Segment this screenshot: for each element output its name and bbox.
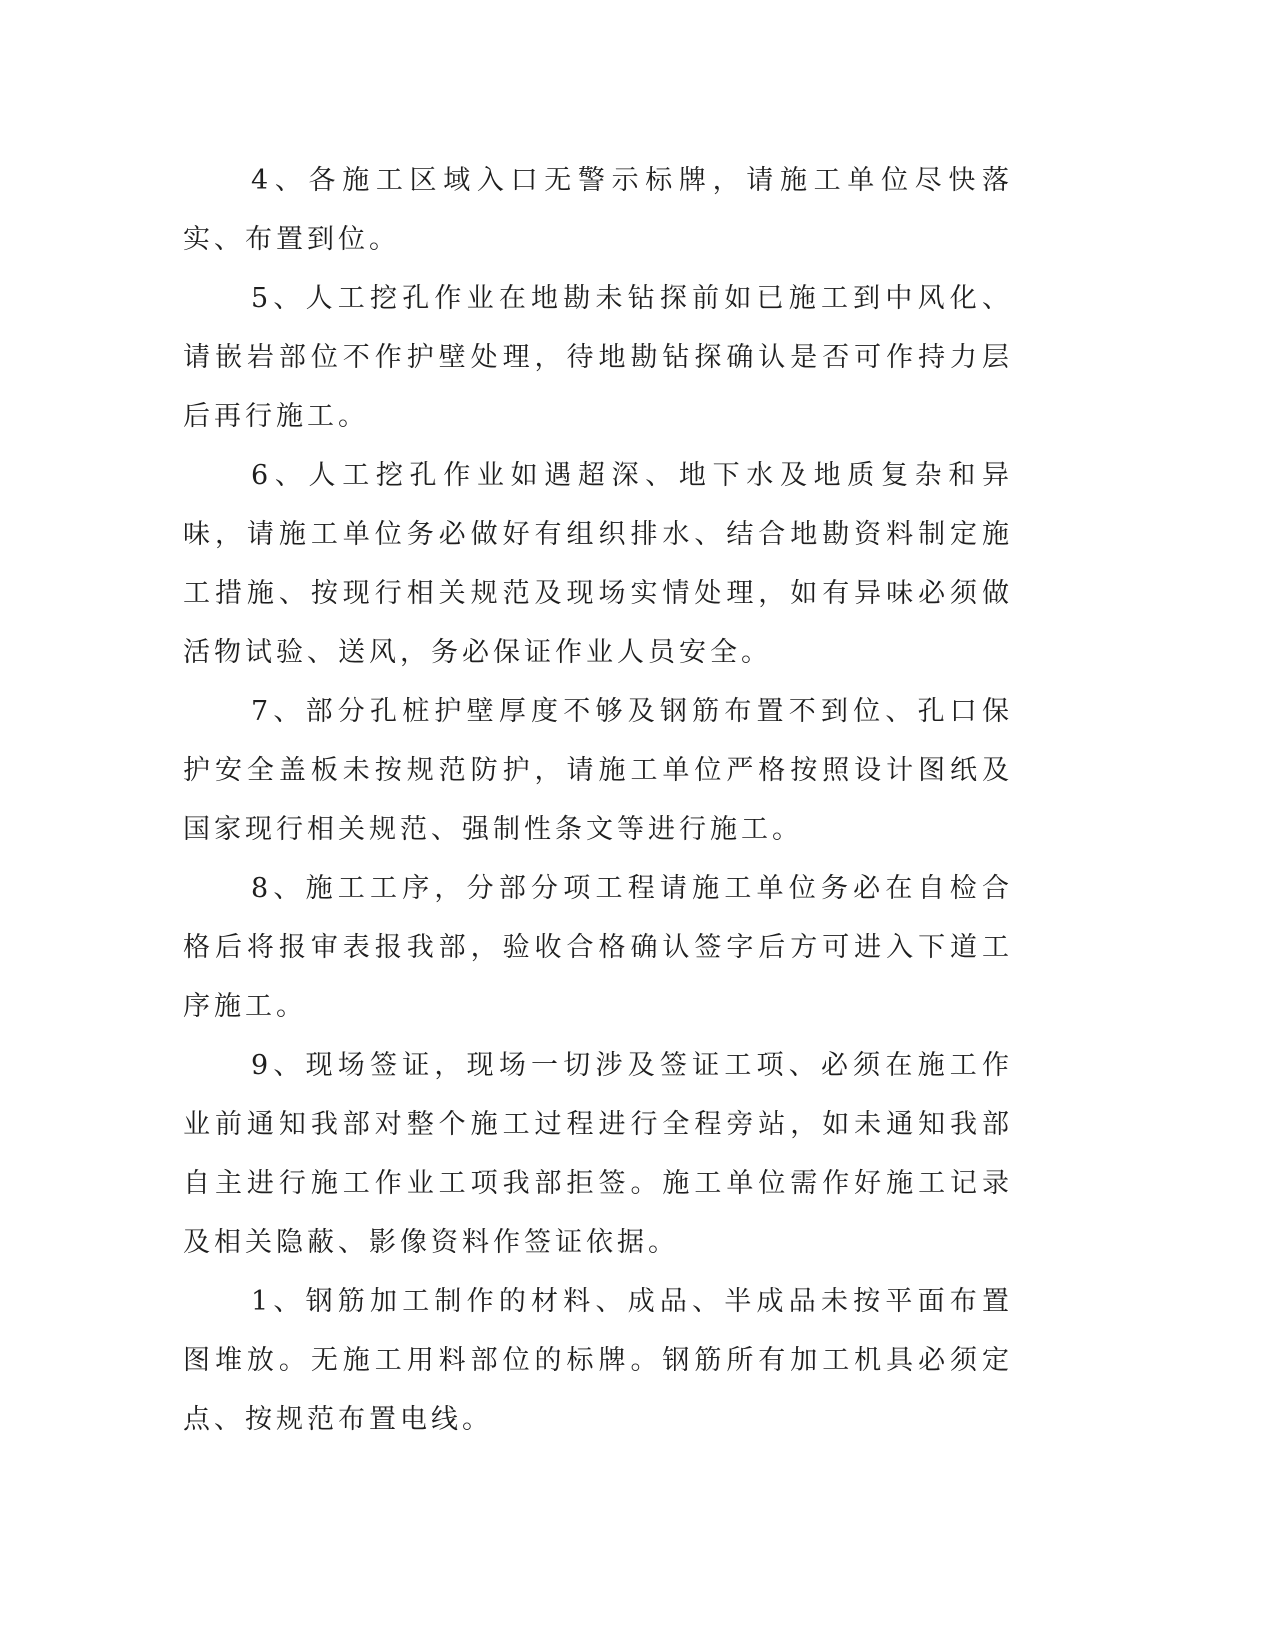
paragraph-item-9: 9、现场签证，现场一切涉及签证工项、必须在施工作业前通知我部对整个施工过程进行全程旁站，如未通知我部自主进行施工作业工项我部拒签。施工单位需作好施工记录及相关隐蔽、影像资料作签证依据。 <box>183 1050 1013 1258</box>
paragraph-item-4: 4、各施工区域入口无警示标牌，请施工单位尽快落实、布置到位。 <box>183 165 1013 255</box>
document-body <box>183 151 1013 1449</box>
paragraph-item-8: 8、施工工序，分部分项工程请施工单位务必在自检合格后将报审表报我部，验收合格确认签字后方可进入下道工序施工。 <box>183 873 1013 1022</box>
paragraph-item-5: 5、人工挖孔作业在地勘未钻探前如已施工到中风化、请嵌岩部位不作护壁处理，待地勘钻探确认是否可作持力层后再行施工。 <box>183 283 1013 432</box>
paragraph-item-7: 7、部分孔桩护壁厚度不够及钢筋布置不到位、孔口保护安全盖板未按规范防护，请施工单位严格按照设计图纸及国家现行相关规范、强制性条文等进行施工。 <box>183 696 1013 845</box>
paragraph-item-6: 6、人工挖孔作业如遇超深、地下水及地质复杂和异味，请施工单位务必做好有组织排水、结合地勘资料制定施工措施、按现行相关规范及现场实情处理，如有异味必须做活物试验、送风，务必保证作业人员安全。 <box>183 460 1013 668</box>
paragraph-item-1: 1、钢筋加工制作的材料、成品、半成品未按平面布置图堆放。无施工用料部位的标牌。钢筋所有加工机具必须定点、按规范布置电线。 <box>183 1286 1013 1435</box>
